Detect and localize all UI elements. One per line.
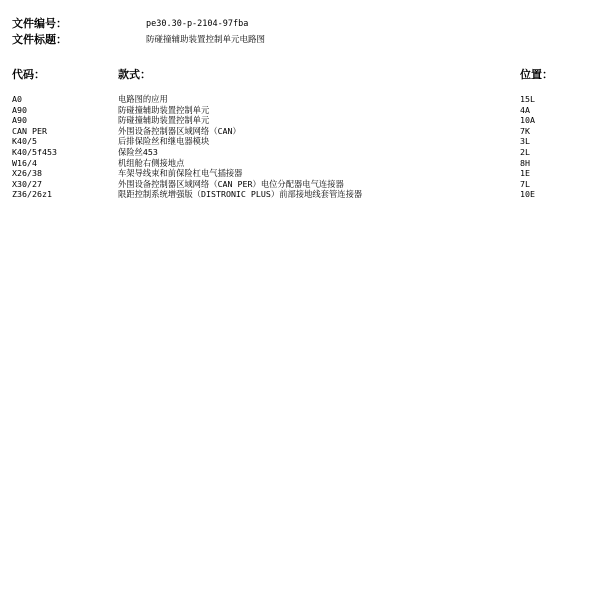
column-header-code: 代码：	[12, 68, 45, 81]
cell-style: 后排保险丝和继电器模块	[118, 136, 210, 147]
cell-position: 7K	[520, 125, 530, 136]
table-row	[12, 168, 588, 179]
cell-style: 防碰撞辅助装置控制单元	[118, 104, 210, 115]
cell-position: 1E	[520, 168, 530, 179]
table-row	[12, 136, 588, 147]
cell-code: X30/27	[12, 178, 42, 189]
table-row	[12, 115, 588, 126]
table-row	[12, 147, 588, 158]
cell-position: 8H	[520, 157, 530, 168]
table-row	[12, 94, 588, 105]
cell-code: K40/5	[12, 136, 37, 147]
cell-code: K40/5f453	[12, 146, 57, 157]
cell-code: X26/38	[12, 168, 42, 179]
cell-position: 10E	[520, 189, 535, 200]
cell-style: 外围设备控制器区域网络（CAN PER）电位分配器电气连接器	[118, 178, 344, 189]
cell-position: 3L	[520, 136, 530, 147]
cell-code: W16/4	[12, 157, 37, 168]
cell-style: 限距控制系统增强版（DISTRONIC PLUS）前部接地线套管连接器	[118, 189, 363, 200]
table-row	[12, 105, 588, 116]
column-header-position: 位置：	[520, 68, 553, 81]
cell-code: A90	[12, 104, 27, 115]
cell-style: 防碰撞辅助装置控制单元	[118, 115, 210, 126]
table-row	[12, 189, 588, 200]
table-header	[12, 68, 588, 82]
cell-style: 外围设备控制器区域网络（CAN）	[118, 125, 241, 136]
cell-position: 10A	[520, 115, 535, 126]
cell-position: 7L	[520, 178, 530, 189]
cell-position: 2L	[520, 146, 530, 157]
cell-position: 15L	[520, 94, 535, 104]
cell-code: CAN PER	[12, 125, 47, 136]
document	[12, 17, 588, 200]
cell-style: 保险丝453	[118, 146, 158, 157]
doc-title-label: 文件标题：	[12, 33, 67, 46]
cell-position: 4A	[520, 104, 530, 115]
doc-number-label: 文件编号：	[12, 17, 67, 30]
table-row	[12, 126, 588, 137]
cell-style: 机组舱右侧接地点	[118, 157, 185, 168]
cell-style: 电路图的应用	[118, 94, 168, 104]
cell-code: Z36/26z1	[12, 189, 52, 200]
doc-title-row	[12, 33, 588, 49]
table-row	[12, 179, 588, 190]
table-row	[12, 158, 588, 169]
doc-title-value: 防碰撞辅助装置控制单元电路图	[146, 35, 266, 45]
table-body	[12, 94, 588, 200]
cell-code: A0	[12, 94, 22, 104]
doc-number-value: pe30.30-p-2104-97fba	[146, 19, 249, 29]
cell-code: A90	[12, 115, 27, 126]
cell-style: 车架导线束和前保险杠电气插接器	[118, 168, 243, 179]
doc-number-row	[12, 17, 588, 33]
column-header-style: 款式：	[118, 68, 151, 81]
